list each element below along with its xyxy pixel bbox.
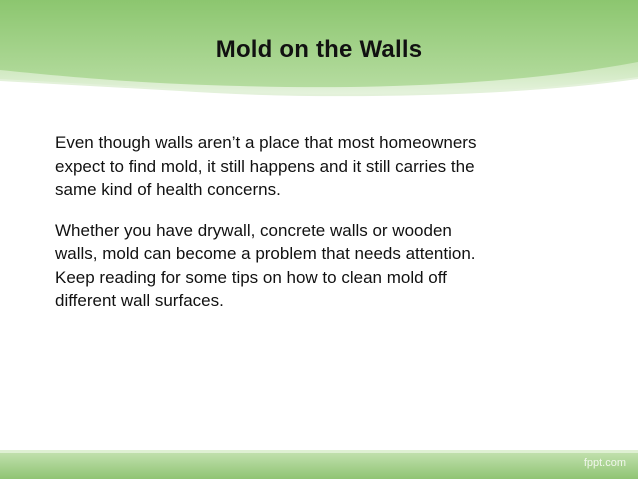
- slide-title: Mold on the Walls: [215, 36, 423, 63]
- slide-body: [55, 131, 615, 330]
- watermark: fppt.com: [583, 457, 626, 469]
- footer-band-decoration: [0, 450, 638, 479]
- paragraph-1: Even though walls aren’t a place that most homeowners expect to find mold, it still happens and it still carries the same kind of health concerns.: [55, 133, 477, 199]
- paragraph-2: Whether you have drywall, concrete walls or wooden walls, mold can become a problem that needs attention. Keep reading for some tips on how to clean mold off different wall surfaces.: [55, 220, 476, 310]
